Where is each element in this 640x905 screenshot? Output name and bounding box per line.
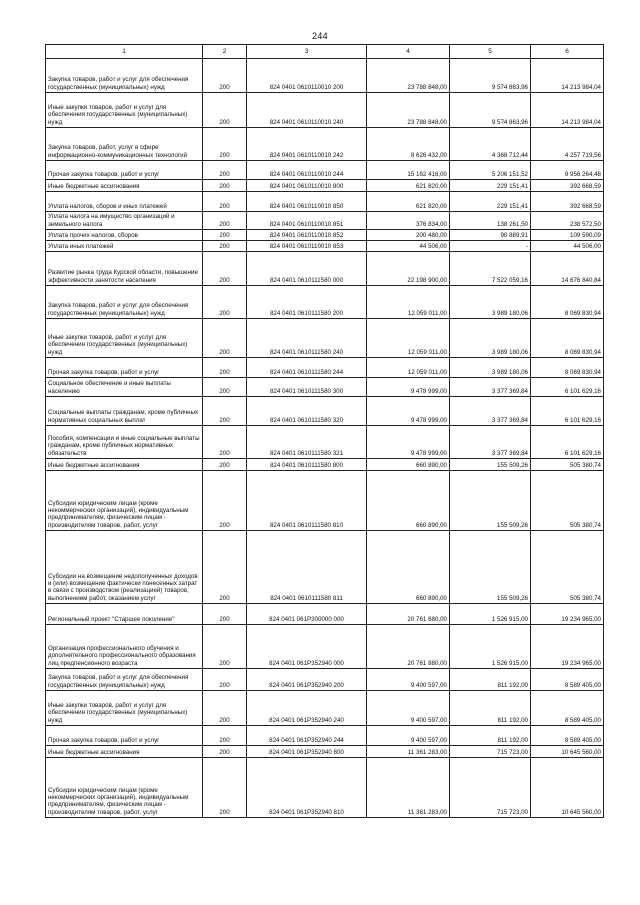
column-header-1: 1 (46, 45, 203, 59)
row-value-col6: 109 590,09 (531, 230, 604, 241)
column-header-5: 5 (450, 45, 531, 59)
row-name: Прочая закупка товаров, работ и услуг (46, 358, 203, 378)
row-value-col6: 8 589 405,00 (531, 669, 604, 691)
row-name: Субсидии на возмещение недополученных доходов и (или) возмещение фактически понесенных затрат в связи с производством (реализацией) товаров, выполнением работ, оказанием услуг (46, 531, 203, 604)
row-name: Уплата иных платежей (46, 241, 203, 252)
row-type: 200 (203, 471, 247, 531)
row-value-col4: 44 506,00 (367, 241, 450, 252)
row-type: 200 (203, 252, 247, 286)
table-row (46, 758, 604, 818)
row-value-col5: 1 526 915,00 (450, 625, 531, 669)
row-name: Развитие рынка труда Курской области, повышение эффективности занятости населения (46, 252, 203, 286)
table-row (46, 358, 604, 378)
row-value-col5: 4 368 712,44 (450, 128, 531, 161)
row-value-col6: 44 506,00 (531, 241, 604, 252)
row-value-col4: 660 890,00 (367, 459, 450, 471)
row-value-col5: 229 151,41 (450, 180, 531, 192)
row-name: Уплата налогов, сборов и иных платежей (46, 192, 203, 212)
table-row (46, 319, 604, 358)
row-code: 824 0401 0610111580 810 (247, 471, 367, 531)
row-value-col6: 392 668,59 (531, 180, 604, 192)
row-value-col6: 4 257 719,56 (531, 128, 604, 161)
row-name: Социальные выплаты гражданам, кроме публичных нормативных социальных выплат (46, 397, 203, 426)
row-code: 824 0401 0610111580 321 (247, 426, 367, 459)
row-value-col4: 9 400 597,00 (367, 669, 450, 691)
row-type: 200 (203, 286, 247, 319)
table-header-row (46, 45, 604, 59)
row-value-col6: 14 676 840,84 (531, 252, 604, 286)
row-value-col6: 392 668,59 (531, 192, 604, 212)
table-row (46, 726, 604, 746)
row-type: 200 (203, 746, 247, 758)
row-code: 824 0401 061P352940 000 (247, 625, 367, 669)
row-value-col4: 22 198 900,00 (367, 252, 450, 286)
row-code: 824 0401 061P352940 200 (247, 669, 367, 691)
row-name: Закупка товаров, работ, услуг в сфере информационно-коммуникационных технологий (46, 128, 203, 161)
row-value-col5: 90 889,91 (450, 230, 531, 241)
row-type: 200 (203, 531, 247, 604)
table-row (46, 192, 604, 212)
row-value-col6: 8 069 830,94 (531, 286, 604, 319)
row-type: 200 (203, 230, 247, 241)
row-code: 824 0401 061P352940 240 (247, 691, 367, 726)
column-header-4: 4 (367, 45, 450, 59)
row-code: 824 0401 0610111580 800 (247, 459, 367, 471)
table-row (46, 604, 604, 625)
row-value-col5: 3 989 180,06 (450, 358, 531, 378)
row-value-col4: 9 400 597,00 (367, 691, 450, 726)
row-value-col5: 155 509,26 (450, 531, 531, 604)
row-value-col6: 14 213 984,04 (531, 93, 604, 128)
row-value-col6: 238 572,50 (531, 212, 604, 230)
row-type: 200 (203, 669, 247, 691)
table-row (46, 625, 604, 669)
row-value-col5: 3 989 180,06 (450, 286, 531, 319)
row-type: 200 (203, 426, 247, 459)
row-value-col5: 9 574 863,96 (450, 59, 531, 93)
row-type: 200 (203, 319, 247, 358)
row-value-col5: 155 509,26 (450, 459, 531, 471)
row-value-col4: 621 820,00 (367, 180, 450, 192)
row-value-col4: 20 761 880,00 (367, 604, 450, 625)
row-value-col4: 20 761 880,00 (367, 625, 450, 669)
table-row (46, 180, 604, 192)
row-code: 824 0401 061P352940 810 (247, 758, 367, 818)
column-header-2: 2 (203, 45, 247, 59)
row-value-col5: 715 723,00 (450, 758, 531, 818)
row-value-col5: 811 192,00 (450, 726, 531, 746)
row-value-col6: 6 101 629,16 (531, 378, 604, 397)
row-value-col5: 3 377 369,84 (450, 378, 531, 397)
row-value-col4: 11 361 283,00 (367, 746, 450, 758)
row-type: 200 (203, 161, 247, 180)
row-code: 824 0401 0610110010 800 (247, 180, 367, 192)
row-code: 824 0401 0610111580 320 (247, 397, 367, 426)
row-value-col5: 229 151,41 (450, 192, 531, 212)
row-name: Социальное обеспечение и иные выплаты населению (46, 378, 203, 397)
row-type: 200 (203, 726, 247, 746)
row-value-col4: 660 890,00 (367, 471, 450, 531)
page-number: 244 (312, 31, 328, 41)
row-type: 200 (203, 758, 247, 818)
table-row (46, 459, 604, 471)
row-value-col5: 1 526 915,00 (450, 604, 531, 625)
row-value-col6: 6 101 629,16 (531, 426, 604, 459)
row-code: 824 0401 0610111580 000 (247, 252, 367, 286)
table-row (46, 397, 604, 426)
row-name: Иные бюджетные ассигнования (46, 746, 203, 758)
table-row (46, 252, 604, 286)
row-value-col6: 10 645 560,00 (531, 758, 604, 818)
row-type: 200 (203, 397, 247, 426)
row-code: 824 0401 0610111580 240 (247, 319, 367, 358)
table-row (46, 241, 604, 252)
row-value-col6: 8 069 830,94 (531, 358, 604, 378)
column-header-3: 3 (247, 45, 367, 59)
row-code: 824 0401 061P352940 244 (247, 726, 367, 746)
table-row (46, 59, 604, 93)
table-row (46, 669, 604, 691)
row-value-col4: 12 059 011,00 (367, 319, 450, 358)
row-value-col5: 3 989 180,06 (450, 319, 531, 358)
table-row (46, 691, 604, 726)
row-value-col4: 9 478 999,00 (367, 378, 450, 397)
row-code: 824 0401 0610110010 200 (247, 59, 367, 93)
row-type: 200 (203, 241, 247, 252)
row-code: 824 0401 0610111580 244 (247, 358, 367, 378)
row-name: Уплата прочих налогов, сборов (46, 230, 203, 241)
row-value-col4: 660 890,00 (367, 531, 450, 604)
table-row (46, 378, 604, 397)
row-value-col4: 11 361 283,00 (367, 758, 450, 818)
row-value-col6: 8 589 405,00 (531, 726, 604, 746)
row-name: Региональный проект "Старшее поколение" (46, 604, 203, 625)
row-value-col5: 9 574 863,96 (450, 93, 531, 128)
row-value-col6: 505 380,74 (531, 471, 604, 531)
row-code: 824 0401 0610110010 852 (247, 230, 367, 241)
row-name: Иные закупки товаров, работ и услуг для обеспечения государственных (муниципальных) нужд (46, 93, 203, 128)
row-value-col4: 23 788 848,00 (367, 59, 450, 93)
row-type: 200 (203, 378, 247, 397)
row-value-col4: 12 059 011,00 (367, 358, 450, 378)
row-type: 200 (203, 59, 247, 93)
row-value-col6: 6 101 629,16 (531, 397, 604, 426)
table-row (46, 128, 604, 161)
row-code: 824 0401 061P300000 000 (247, 604, 367, 625)
column-header-6: 6 (531, 45, 604, 59)
row-value-col5: 7 522 059,16 (450, 252, 531, 286)
table-row (46, 161, 604, 180)
row-type: 200 (203, 212, 247, 230)
row-name: Закупка товаров, работ и услуг для обеспечения государственных (муниципальных) нужд (46, 669, 203, 691)
row-value-col4: 9 400 597,00 (367, 726, 450, 746)
row-name: Иные закупки товаров, работ и услуг для обеспечения государственных (муниципальных) нужд (46, 319, 203, 358)
row-value-col4: 200 480,00 (367, 230, 450, 241)
row-value-col5: - (450, 241, 531, 252)
row-value-col5: 3 377 369,84 (450, 426, 531, 459)
row-value-col6: 505 380,74 (531, 531, 604, 604)
row-value-col6: 10 645 560,00 (531, 746, 604, 758)
row-type: 200 (203, 459, 247, 471)
table-row (46, 426, 604, 459)
row-type: 200 (203, 691, 247, 726)
row-code: 824 0401 0610111580 200 (247, 286, 367, 319)
row-value-col6: 8 589 405,00 (531, 691, 604, 726)
row-value-col6: 8 069 830,94 (531, 319, 604, 358)
row-type: 200 (203, 625, 247, 669)
table-row (46, 93, 604, 128)
row-code: 824 0401 0610110010 853 (247, 241, 367, 252)
row-code: 824 0401 0610110010 242 (247, 128, 367, 161)
row-name: Иные бюджетные ассигнования (46, 180, 203, 192)
row-name: Закупка товаров, работ и услуг для обеспечения государственных (муниципальных) нужд (46, 286, 203, 319)
row-value-col5: 5 206 151,52 (450, 161, 531, 180)
row-code: 824 0401 0610110010 850 (247, 192, 367, 212)
row-name: Субсидии юридическим лицам (кроме некоммерческих организаций), индивидуальным предпринимателям, физическим лицам - производителям товаров, работ, услуг (46, 758, 203, 818)
table-row (46, 286, 604, 319)
row-name: Организация профессионального обучения и дополнительного профессионального образования лиц предпенсионного возраста (46, 625, 203, 669)
row-name: Пособия, компенсации и иные социальные выплаты гражданам, кроме публичных нормативных обязательств (46, 426, 203, 459)
row-value-col6: 19 234 965,00 (531, 604, 604, 625)
row-value-col4: 376 834,00 (367, 212, 450, 230)
row-name: Закупка товаров, работ и услуг для обеспечения государственных (муниципальных) нужд (46, 59, 203, 93)
row-type: 200 (203, 604, 247, 625)
row-code: 824 0401 0610111580 811 (247, 531, 367, 604)
row-value-col4: 9 478 999,00 (367, 426, 450, 459)
row-code: 824 0401 061P352940 800 (247, 746, 367, 758)
table-row (46, 230, 604, 241)
row-value-col5: 3 377 369,84 (450, 397, 531, 426)
row-code: 824 0401 0610110010 240 (247, 93, 367, 128)
row-value-col5: 155 509,26 (450, 471, 531, 531)
table-row (46, 471, 604, 531)
row-value-col4: 621 820,00 (367, 192, 450, 212)
row-value-col4: 8 626 432,00 (367, 128, 450, 161)
table-row (46, 531, 604, 604)
row-value-col4: 23 788 848,00 (367, 93, 450, 128)
row-value-col4: 12 059 011,00 (367, 286, 450, 319)
row-value-col6: 19 234 965,00 (531, 625, 604, 669)
row-name: Иные закупки товаров, работ и услуг для обеспечения государственных (муниципальных) нужд (46, 691, 203, 726)
row-type: 200 (203, 192, 247, 212)
row-name: Субсидии юридическим лицам (кроме некоммерческих организаций), индивидуальным предпринимателям, физическим лицам - производителям товаров, работ, услуг (46, 471, 203, 531)
row-type: 200 (203, 180, 247, 192)
row-value-col5: 811 192,00 (450, 669, 531, 691)
row-type: 200 (203, 93, 247, 128)
row-code: 824 0401 0610111580 300 (247, 378, 367, 397)
row-value-col5: 138 261,50 (450, 212, 531, 230)
row-value-col4: 15 162 416,00 (367, 161, 450, 180)
row-value-col6: 14 213 984,04 (531, 59, 604, 93)
row-code: 824 0401 0610110010 244 (247, 161, 367, 180)
row-value-col6: 505 380,74 (531, 459, 604, 471)
row-value-col5: 715 723,00 (450, 746, 531, 758)
row-value-col4: 9 478 999,00 (367, 397, 450, 426)
row-code: 824 0401 0610110010 851 (247, 212, 367, 230)
row-name: Уплата налога на имущество организаций и земельного налога (46, 212, 203, 230)
budget-table (45, 44, 604, 818)
row-value-col6: 9 956 264,48 (531, 161, 604, 180)
table-row (46, 746, 604, 758)
row-name: Прочая закупка товаров, работ и услуг (46, 726, 203, 746)
row-name: Иные бюджетные ассигнования (46, 459, 203, 471)
row-name: Прочая закупка товаров, работ и услуг (46, 161, 203, 180)
row-type: 200 (203, 128, 247, 161)
row-value-col5: 811 192,00 (450, 691, 531, 726)
table-row (46, 212, 604, 230)
row-type: 200 (203, 358, 247, 378)
